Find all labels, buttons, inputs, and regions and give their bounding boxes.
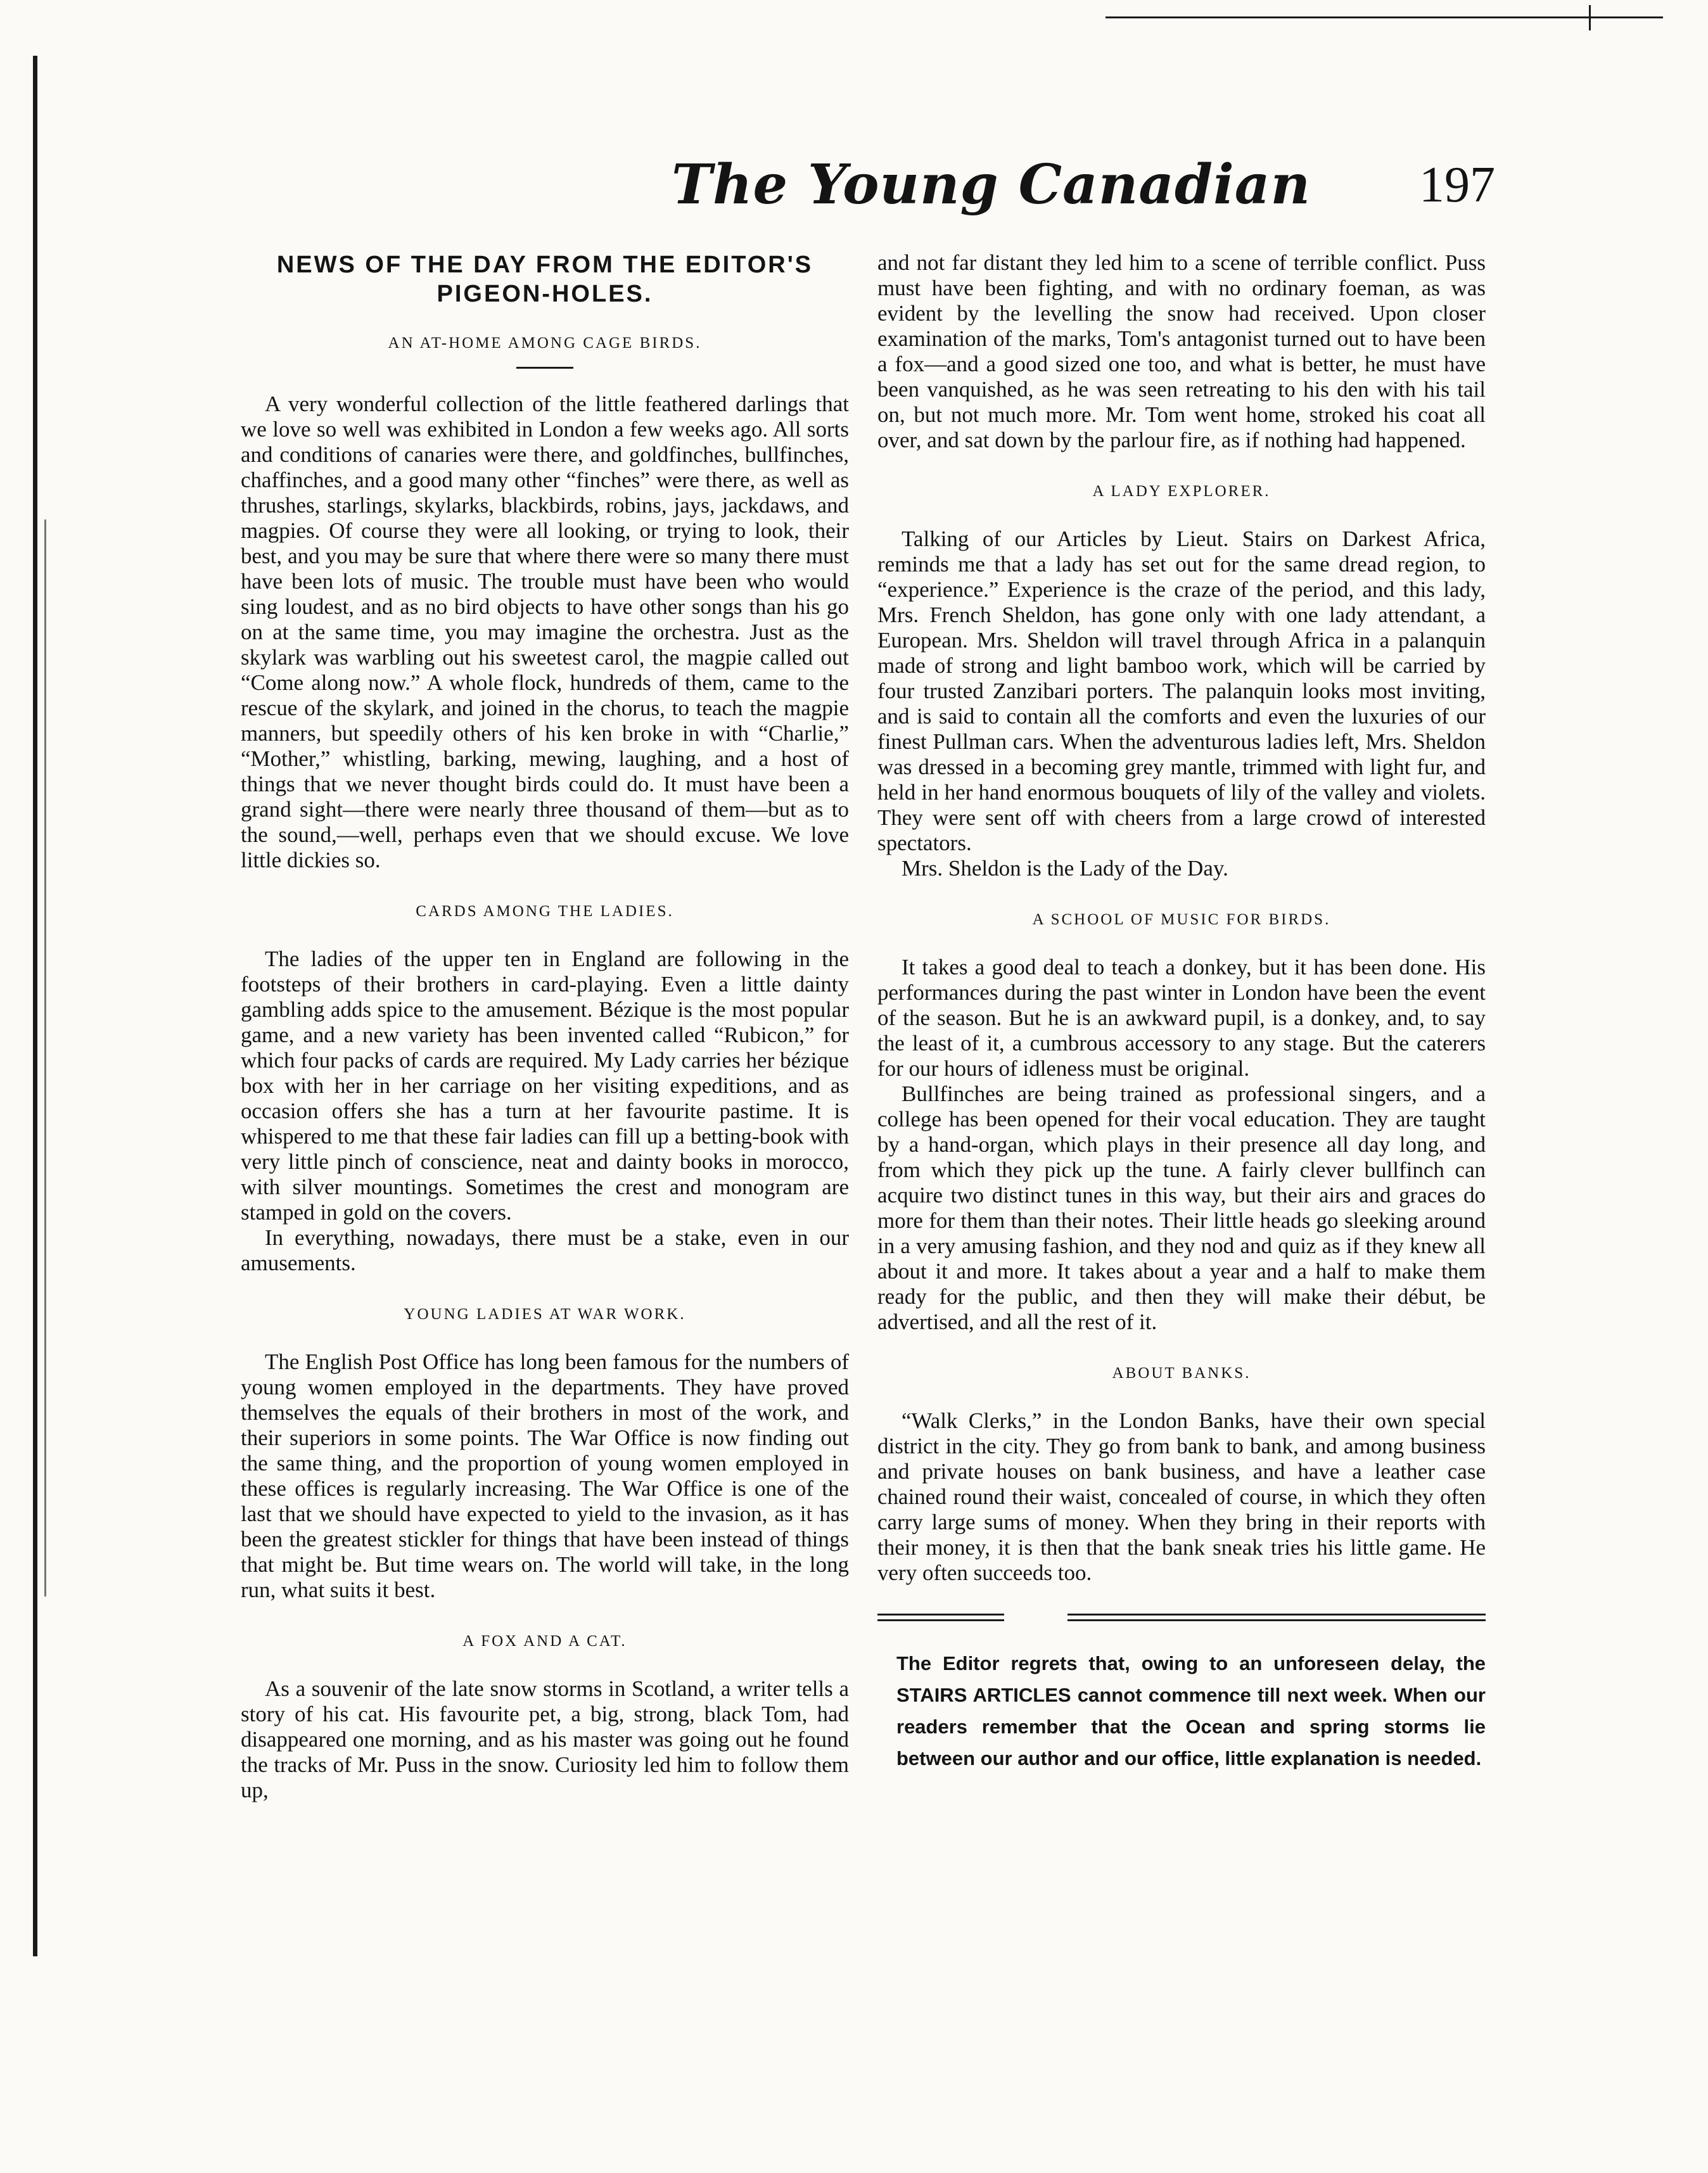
main-heading: NEWS OF THE DAY FROM THE EDITOR'S PIGEON-HOLES. [276,252,813,307]
section-paragraph: Mrs. Sheldon is the Lady of the Day. [902,856,1228,881]
running-title: The Young Canadian [672,153,1311,217]
page-header [228,146,1495,234]
section-title: CARDS AMONG THE LADIES. [416,903,674,920]
section-title: A LADY EXPLORER. [1092,483,1271,500]
page-number: 197 [1419,157,1495,213]
double-rule-right [1068,1614,1486,1621]
section-paragraph: It takes a good deal to teach a donkey, but it has been done. His performances during the past winter in London have been the event of the season. But he is an awkward pupil, is a donkey, and, to say the least of it, a cumbrous accessory to any stage. But the caterers for our hours of idleness must be original. [877,955,1486,1081]
section-paragraph: A very wonderful collection of the little feathered darlings that we love so well was exhibited in London a few weeks ago. All sorts and conditions of canaries were there, and goldfinches, bullfinches, chaffinches, and a good many other “finches” were there, as well as thrushes, starlings, skylarks, blackbirds, robins, jays, jackdaws, and magpies. Of course they were all looking, or trying to look, their best, and you may be sure that where there were so many there must have been lots of music. The trouble must have been who would sing loudest, and as no bird objects to have other songs than his go on at the same time, you may imagine the orchestra. Just as the skylark was warbling out his sweetest carol, the magpie called out “Come along now.” A whole flock, hundreds of them, came to the rescue of the skylark, and joined in the chorus, to teach the magpie manners, but speedily others of his ken broke in with “Charlie,” “Mother,” whistling, barking, mewing, laughing, and a host of things that we never thought birds could do. It must have been a grand sight—there were nearly three thousand of them—but as to the sound,—well, perhaps even that we should excuse. We love little dickies so. [241,392,849,872]
editor-notice: The Editor regrets that, owing to an unforeseen delay, the STAIRS ARTICLES cannot commence till next week. When our readers remember that the Ocean and spring storms lie between our author and our office, little explanation is needed. [896,1652,1486,1769]
section-title: YOUNG LADIES AT WAR WORK. [404,1306,686,1323]
section-paragraph: The ladies of the upper ten in England are following in the footsteps of their brothers in card-playing. Even a little dainty gambling adds spice to the amusement. Bézique is the most popular game, and a new variety has been invented called “Rubicon,” for which four packs of cards are required. My Lady carries her bézique box with her in her carriage on her visiting expeditions, and as occasion offers she has a turn at her favourite pastime. It is whispered to me that these fair ladies can fill up a betting-book with very little pinch of conscience, neat and dainty books in morocco, with silver mountings. Sometimes the crest and monogram are stamped in gold on the covers. [241,946,849,1225]
section-paragraph: In everything, nowadays, there must be a stake, even in our amusements. [241,1225,849,1275]
binding-edge-shadow-inner [44,519,46,1596]
section-paragraph-continued: and not far distant they led him to a scene of terrible conflict. Puss must have been fighting, and with no ordinary foeman, as was evident by the levelling the snow had received. Upon closer examination of the marks, Tom's antagonist turned out to have been a fox—and a good sized one too, and what is better, he must have been vanquished, as he was seen retreating to his den with his tail on, but not much more. Mr. Tom went home, stroked his coat all over, and sat down by the parlour fire, as if nothing had happened. [877,250,1486,452]
double-rule-divider [877,1614,1486,1621]
binding-edge-shadow [33,56,37,1956]
section-paragraph: “Walk Clerks,” in the London Banks, have their own special district in the city. They go from bank to bank, and among business and private houses on bank business, and have a leather case chained round their waist, concealed of course, in which they often carry large sums of money. When they bring in their reports with their money, it is then that the bank sneak tries his little game. He very often succeeds too. [877,1408,1486,1585]
top-border-mark [1589,5,1591,30]
left-column [241,250,849,1803]
top-border-rule [1106,16,1663,18]
double-rule-left [877,1614,1004,1621]
section-paragraph: As a souvenir of the late snow storms in Scotland, a writer tells a story of his cat. His favourite pet, a big, strong, black Tom, had disappeared one morning, and as his master was going out he found the tracks of Mr. Puss in the snow. Curiosity led him to follow them up, [241,1676,849,1802]
section-divider [516,367,573,369]
section-title: ABOUT BANKS. [1112,1365,1251,1382]
section-title: AN AT-HOME AMONG CAGE BIRDS. [388,335,702,352]
section-paragraph: Talking of our Articles by Lieut. Stairs on Darkest Africa, reminds me that a lady has set out for the same dread region, to “experience.” Experience is the craze of the period, and this lady, Mrs. French Sheldon, has gone only with one lady attendant, a European. Mrs. Sheldon will travel through Africa in a palanquin made of strong and light bamboo work, which will be carried by four trusted Zanzibari porters. The palanquin looks most inviting, and is said to contain all the comforts and even the luxuries of our finest Pullman cars. When the adventurous ladies left, Mrs. Sheldon was dressed in a becoming grey mantle, trimmed with light fur, and held in her hand enormous bouquets of lily of the valley and violets. They were sent off with cheers from a large crowd of interested spectators. [877,526,1486,855]
section-title: A FOX AND A CAT. [462,1633,627,1650]
right-column [877,250,1486,1775]
section-title: A SCHOOL OF MUSIC FOR BIRDS. [1032,911,1331,928]
section-paragraph: The English Post Office has long been famous for the numbers of young women employed in the departments. They have proved themselves the equals of their brothers in most of the work, and their superiors in some points. The War Office is now finding out the same thing, and the proportion of young women employed in these offices is regularly increasing. The War Office is one of the last that we should have expected to yield to the invasion, as it has been the greatest stickler for things that have been instead of things that might be. But time wears on. The world will take, in the long run, what suits it best. [241,1349,849,1602]
section-paragraph: Bullfinches are being trained as professional singers, and a college has been opened for their vocal education. They are taught by a hand-organ, which plays in their presence all day long, and from which they pick up the tune. A fairly clever bullfinch can acquire two distinct tunes in this way, but their airs and graces do more for them than their notes. Their little heads go sleeking around in a very amusing fashion, and they nod and quiz as if they knew all about it and more. It takes about a year and a half to make them ready for the public, and then they will make their début, be advertised, and all the rest of it. [877,1081,1486,1334]
